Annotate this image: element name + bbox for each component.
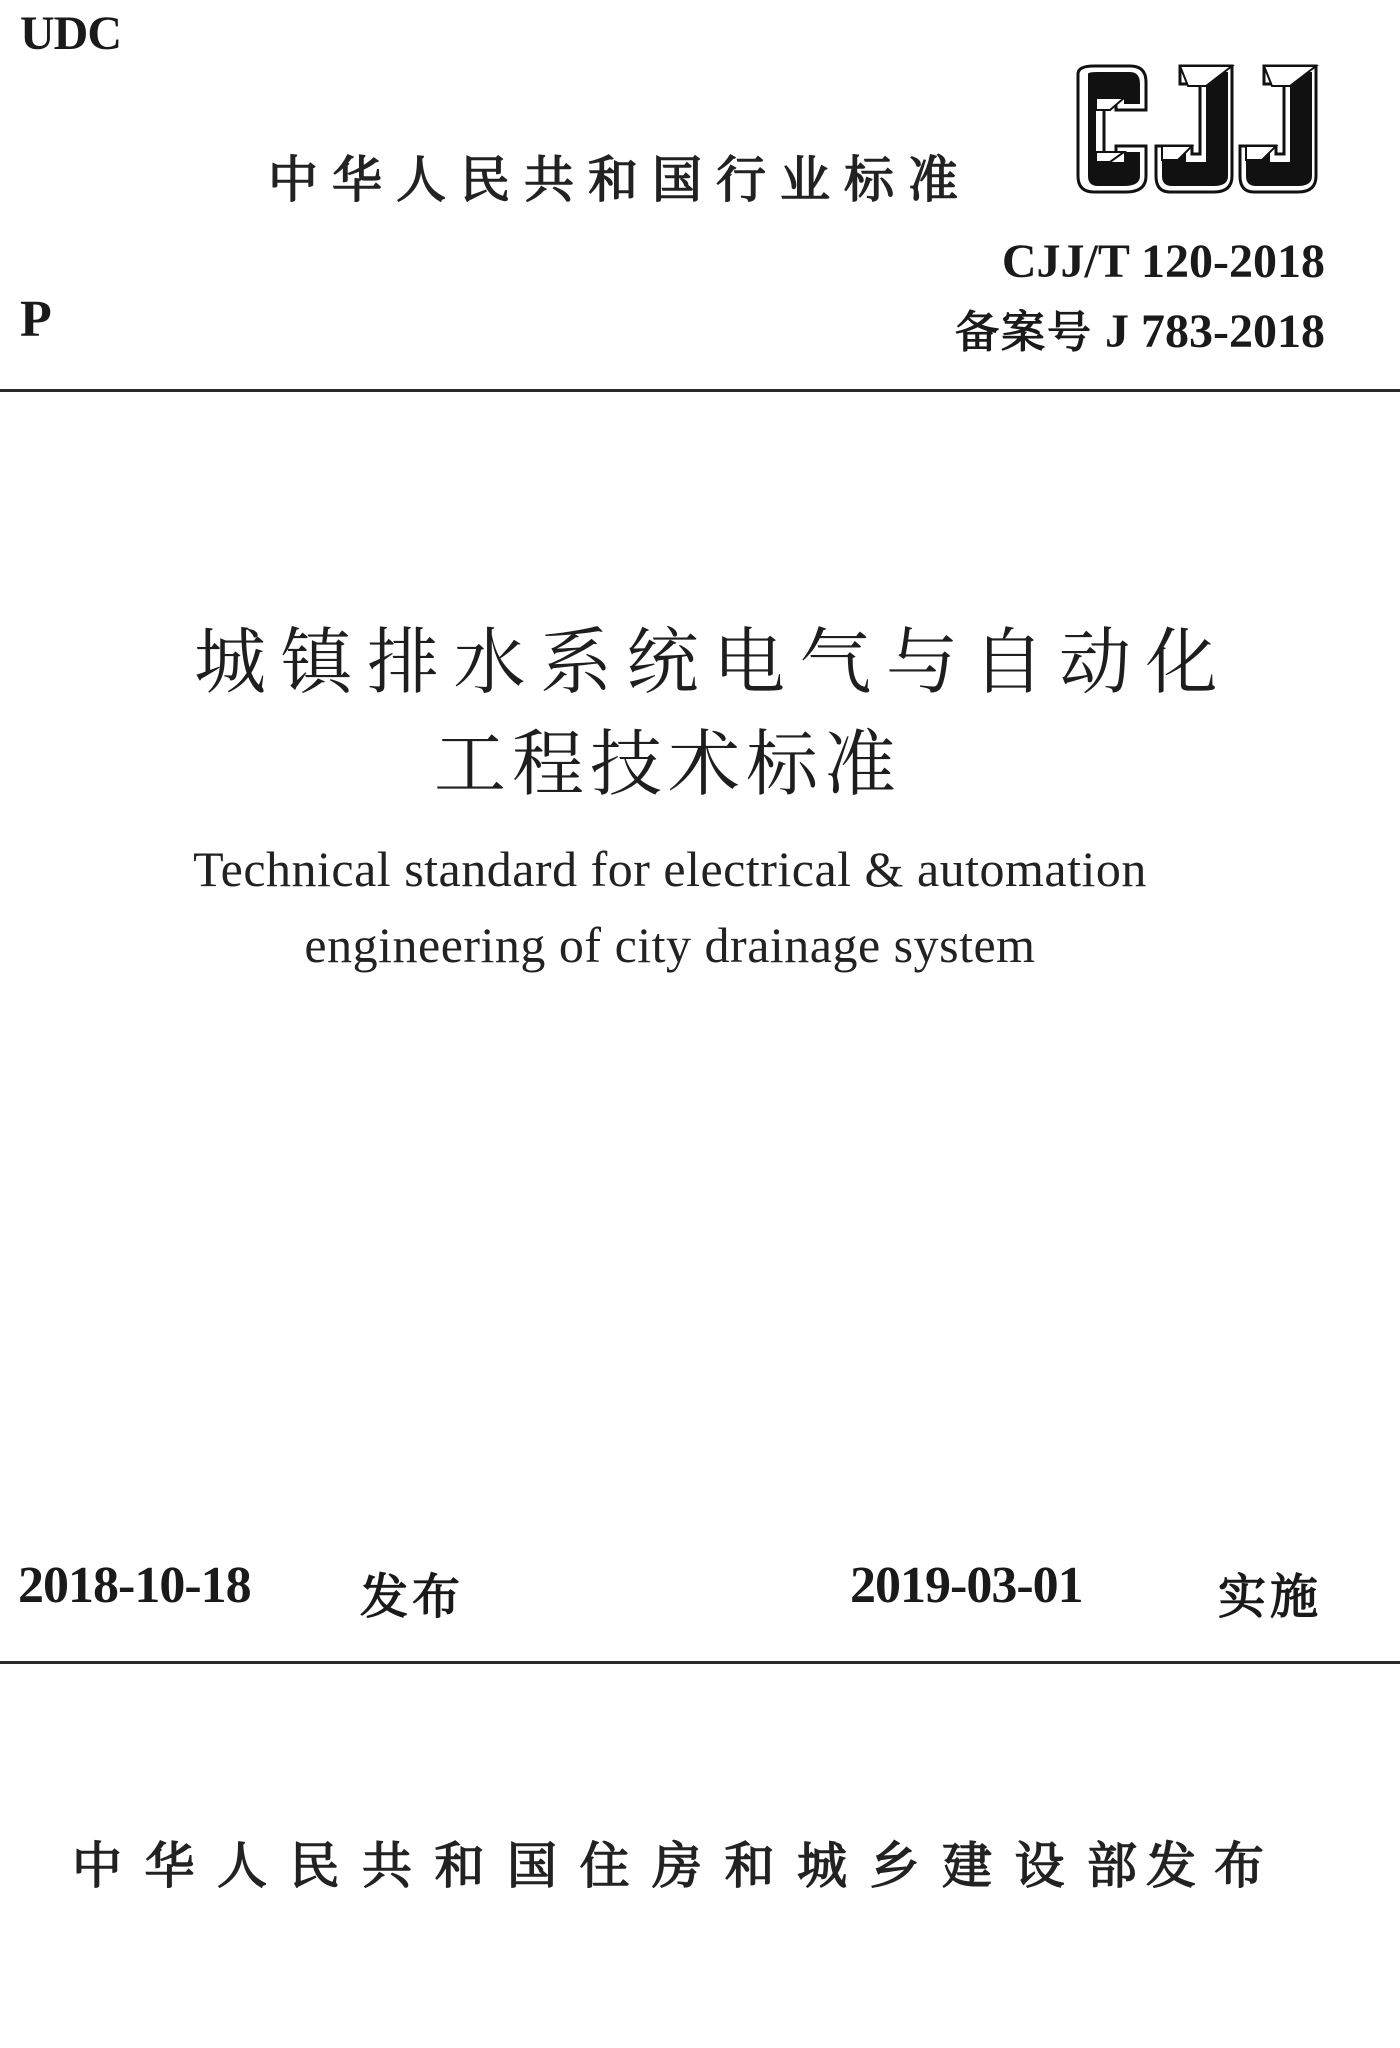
publisher-label: 发布 (1146, 1837, 1282, 1895)
cjj-logo-icon (1064, 64, 1322, 194)
issue-label: 发布 (360, 1569, 465, 1625)
record-number-value: J 783-2018 (1105, 305, 1325, 358)
effective-date: 2019-03-01 (850, 1557, 1083, 1614)
record-prefix: 备案号 (955, 307, 1094, 358)
record-number (955, 296, 1325, 360)
standard-number: CJJ/T 120-2018 (1001, 235, 1325, 288)
footer-divider (0, 1661, 1400, 1664)
industry-standard-heading: 中华人民共和国行业标准 (268, 151, 972, 209)
title-zh-line2: 工程技术标准 (434, 725, 903, 805)
title-zh-line1: 城镇排水系统电气与自动化 (194, 623, 1233, 703)
header-divider (0, 389, 1400, 392)
issue-date: 2018-10-18 (18, 1557, 251, 1614)
publisher-name: 中华人民共和国住房和城乡建设部 (72, 1837, 1160, 1895)
title-en-line2: engineering of city drainage system (304, 917, 1036, 973)
effective-label: 实施 (1218, 1569, 1323, 1625)
classification-code: P (20, 291, 52, 348)
title-en-line1: Technical standard for electrical & automation (193, 841, 1147, 897)
udc-label: UDC (20, 7, 121, 60)
